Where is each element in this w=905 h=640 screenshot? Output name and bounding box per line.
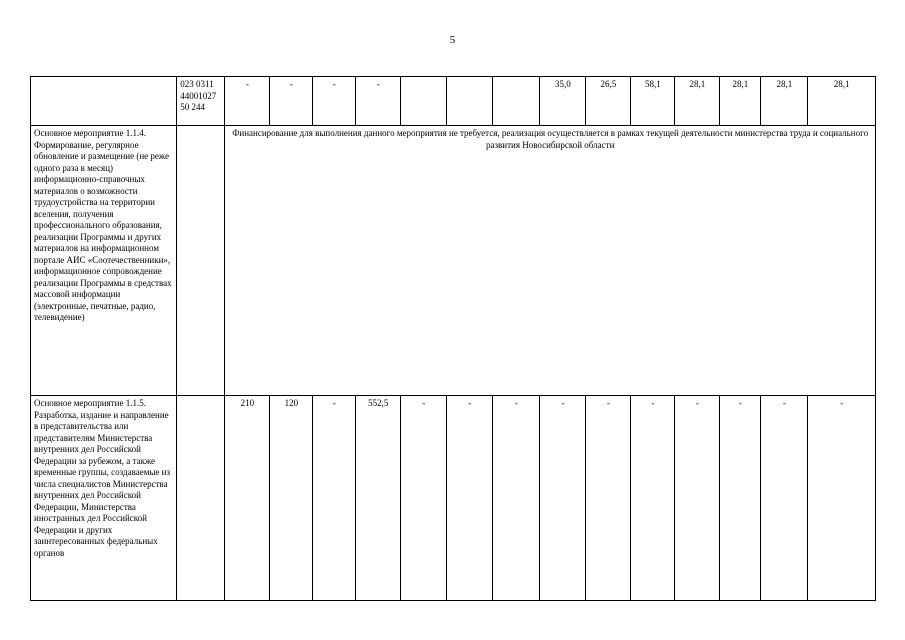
table-row [31, 396, 876, 601]
value-cell: 552,5 [356, 396, 401, 601]
value-cell: 58,1 [631, 77, 675, 126]
value-cell: - [631, 396, 675, 601]
row-name: Основное мероприятие 1.1.4. Формирование, регулярное обновление и размещение (не реже одного раза в месяц) информационно-справочных материалов о возможности трудоустройства на территории вселения, получения профессионального образования, реализации Программы и других материалов на информационном портале АИС «Соотечественники», информационное сопровождение реализации Программы в средствах массовой информации (электронные, печатные, радио, телевидение) [31, 126, 177, 396]
table-row [31, 126, 876, 396]
value-cell [401, 77, 447, 126]
value-cell: - [761, 396, 808, 601]
value-cell: - [675, 396, 720, 601]
value-cell: 35,0 [540, 77, 586, 126]
value-cell [493, 77, 540, 126]
table-row [31, 77, 876, 126]
value-cell: - [493, 396, 540, 601]
value-cell: - [447, 396, 493, 601]
row-name [31, 77, 177, 126]
value-cell: 210 [225, 396, 270, 601]
row-name: Основное мероприятие 1.1.5. Разработка, издание и направление в представительства или представителям Министерства внутренних дел Российской Федерации за рубежом, а также временные группы, создаваемые из числа специалистов Министерства внутренних дел Российской Федерации, Министерства иностранных дел Российской Федерации и других заинтересованных федеральных органов [31, 396, 177, 601]
budget-table [30, 76, 876, 601]
value-cell: - [313, 77, 356, 126]
value-cell: 120 [270, 396, 313, 601]
budget-code: 023 0311 44001027 50 244 [177, 77, 225, 126]
value-cell: - [225, 77, 270, 126]
value-cell: 28,1 [675, 77, 720, 126]
value-cell: 28,1 [761, 77, 808, 126]
value-cell: - [313, 396, 356, 601]
value-cell: 26,5 [586, 77, 631, 126]
financing-note: Финансирование для выполнения данного мероприятия не требуется, реализация осуществляется в рамках текущей деятельности министерства труда и социального развития Новосибирской области [225, 126, 876, 396]
value-cell: - [270, 77, 313, 126]
value-cell: - [720, 396, 761, 601]
value-cell: - [586, 396, 631, 601]
value-cell: - [808, 396, 876, 601]
value-cell: - [356, 77, 401, 126]
value-cell: 28,1 [720, 77, 761, 126]
budget-code [177, 396, 225, 601]
value-cell: - [540, 396, 586, 601]
budget-code [177, 126, 225, 396]
value-cell: 28,1 [808, 77, 876, 126]
page-number: 5 [449, 34, 456, 46]
value-cell [447, 77, 493, 126]
value-cell: - [401, 396, 447, 601]
